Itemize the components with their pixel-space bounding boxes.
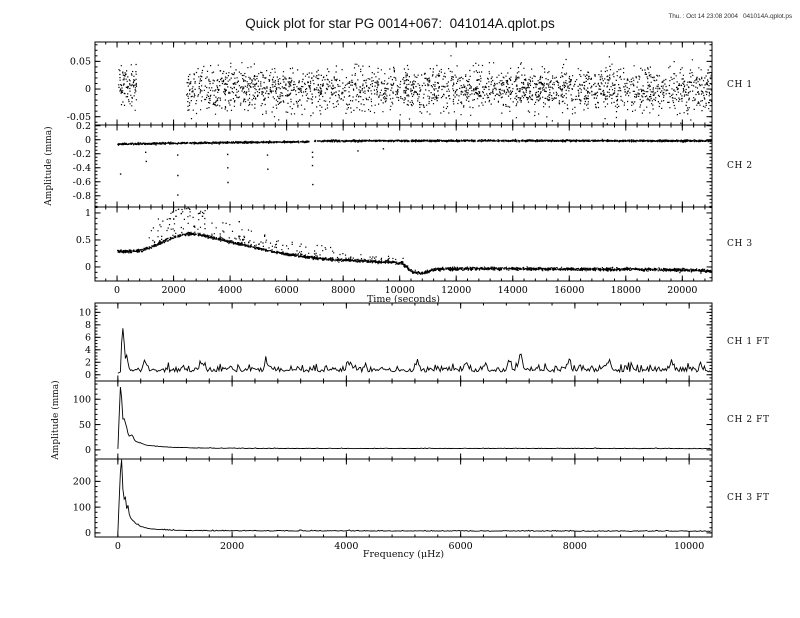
channel-label-ch3: CH 3 — [727, 239, 753, 249]
svg-text:0: 0 — [84, 262, 91, 274]
svg-text:10000: 10000 — [674, 541, 705, 552]
svg-text:2: 2 — [84, 357, 91, 369]
svg-text:-0.8: -0.8 — [72, 190, 91, 202]
svg-text:50: 50 — [78, 419, 91, 431]
svg-text:16000: 16000 — [554, 285, 585, 296]
amplitude-axis-label-ft-group: Amplitude (mma) — [51, 380, 61, 460]
svg-text:2000: 2000 — [220, 541, 245, 552]
svg-text:0.2: 0.2 — [75, 120, 91, 132]
svg-text:2000: 2000 — [161, 285, 186, 296]
svg-text:0: 0 — [84, 134, 91, 146]
channel-label-ch3ft: CH 3 FT — [727, 493, 770, 503]
svg-text:10000: 10000 — [384, 285, 415, 296]
channel-label-ch2ft: CH 2 FT — [727, 415, 770, 425]
svg-text:0: 0 — [114, 285, 121, 296]
svg-text:0: 0 — [114, 541, 121, 552]
amplitude-axis-label-time-group: Amplitude (mma) — [44, 126, 54, 206]
svg-text:-0.6: -0.6 — [72, 176, 91, 188]
svg-text:0.05: 0.05 — [69, 56, 91, 68]
svg-text:8000: 8000 — [331, 285, 356, 296]
svg-text:100: 100 — [72, 394, 91, 406]
frequency-axis-label: Frequency (μHz) — [362, 549, 445, 560]
channel-label-ch1: CH 1 — [727, 80, 753, 90]
svg-text:14000: 14000 — [497, 285, 528, 296]
svg-text:6000: 6000 — [448, 541, 473, 552]
time-axis-label: Time (seconds) — [366, 294, 441, 305]
svg-text:100: 100 — [72, 502, 91, 514]
svg-text:8000: 8000 — [562, 541, 587, 552]
svg-text:6000: 6000 — [274, 285, 299, 296]
channel-label-ch2: CH 2 — [727, 161, 753, 171]
svg-text:0: 0 — [84, 528, 91, 540]
svg-text:12000: 12000 — [441, 285, 472, 296]
svg-text:-0.05: -0.05 — [66, 111, 91, 123]
svg-text:8: 8 — [84, 320, 91, 332]
svg-text:20000: 20000 — [667, 285, 698, 296]
svg-text:-0.2: -0.2 — [72, 148, 91, 160]
svg-text:0.5: 0.5 — [75, 235, 91, 247]
channel-label-ch1ft: CH 1 FT — [727, 337, 770, 347]
svg-text:200: 200 — [72, 476, 91, 488]
svg-text:0: 0 — [84, 84, 91, 96]
svg-text:4000: 4000 — [334, 541, 359, 552]
svg-text:0: 0 — [84, 445, 91, 457]
svg-text:4: 4 — [84, 345, 91, 356]
svg-text:-0.4: -0.4 — [72, 162, 91, 174]
plot-title: Quick plot for star PG 0014+067: 041014A.qplot.ps — [245, 16, 555, 31]
svg-text:4000: 4000 — [218, 285, 243, 296]
file-timestamp-note: Thu. : Oct 14 23:08 2004 041014A.qplot.ps — [668, 13, 792, 20]
svg-text:1: 1 — [84, 208, 91, 220]
svg-text:0: 0 — [84, 369, 91, 381]
svg-text:10: 10 — [78, 307, 91, 319]
svg-text:6: 6 — [84, 332, 91, 344]
svg-text:18000: 18000 — [610, 285, 641, 296]
